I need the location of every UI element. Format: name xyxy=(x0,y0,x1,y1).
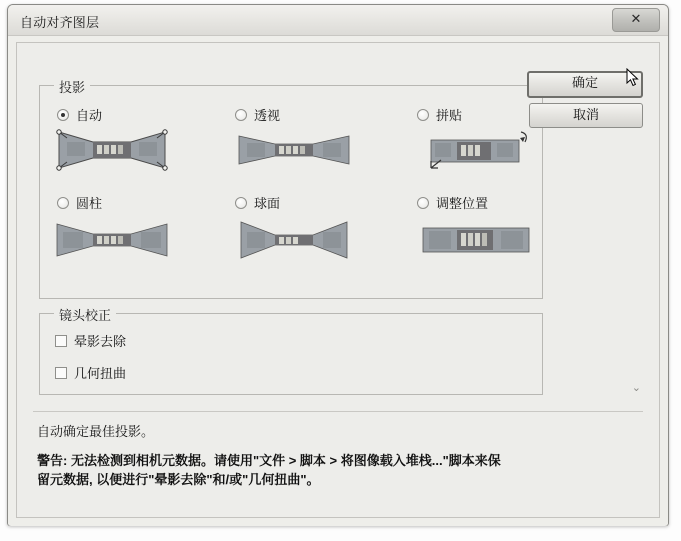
radio-option-auto[interactable] xyxy=(57,105,102,124)
checkbox-label-geometric-distortion: 几何扭曲 xyxy=(74,366,127,381)
title-bar[interactable] xyxy=(8,5,668,36)
divider xyxy=(33,411,643,412)
checkbox-icon xyxy=(55,367,67,379)
radio-option-cylindrical[interactable] xyxy=(57,193,102,212)
auto-align-layers-dialog xyxy=(7,4,669,526)
radio-option-perspective[interactable] xyxy=(235,105,280,124)
lens-group-title: 镜头校正 xyxy=(54,305,116,324)
dialog-content xyxy=(8,36,668,526)
checkbox-icon xyxy=(55,335,67,347)
radio-dot-icon xyxy=(57,109,69,121)
radio-dot-icon xyxy=(235,197,247,209)
radio-option-reposition[interactable] xyxy=(417,193,488,212)
thumbnail-spherical[interactable] xyxy=(235,218,353,262)
radio-option-spherical[interactable] xyxy=(235,193,280,212)
checkbox-label-vignette-removal: 晕影去除 xyxy=(74,334,127,349)
radio-label-collage: 拼贴 xyxy=(436,108,463,123)
radio-label-spherical: 球面 xyxy=(254,196,281,211)
warning-text: 警告: 无法检测到相机元数据。请使用"文件 > 脚本 > 将图像载入堆栈..."脚本来保留元数据, 以便进行"晕影去除"和/或"几何扭曲"。 xyxy=(37,453,501,487)
thumbnail-perspective[interactable] xyxy=(235,128,353,172)
radio-dot-icon xyxy=(57,197,69,209)
lens-correction-group xyxy=(39,308,543,395)
radio-label-auto: 自动 xyxy=(76,108,103,123)
radio-label-perspective: 透视 xyxy=(254,108,281,123)
dialog-panel xyxy=(16,42,660,518)
checkbox-vignette-removal[interactable] xyxy=(55,331,126,350)
radio-dot-icon xyxy=(417,197,429,209)
checkbox-geometric-distortion[interactable] xyxy=(55,363,126,382)
radio-label-reposition: 调整位置 xyxy=(436,196,489,211)
window-title: 自动对齐图层 xyxy=(20,15,100,30)
thumbnail-auto[interactable] xyxy=(53,128,171,172)
radio-label-cylindrical: 圆柱 xyxy=(76,196,103,211)
radio-option-collage[interactable] xyxy=(417,105,462,124)
close-icon[interactable]: ✕ xyxy=(612,8,660,32)
description-text: 自动确定最佳投影。 xyxy=(37,424,155,439)
thumbnail-cylindrical[interactable] xyxy=(53,218,171,262)
radio-dot-icon xyxy=(235,109,247,121)
cancel-button[interactable]: 取消 xyxy=(529,103,643,128)
thumbnail-collage[interactable] xyxy=(417,128,535,172)
thumbnail-reposition[interactable] xyxy=(417,218,535,262)
resize-grip-icon: ⌄ xyxy=(631,382,641,394)
projection-group xyxy=(39,80,543,299)
radio-dot-icon xyxy=(417,109,429,121)
projection-group-title: 投影 xyxy=(54,77,90,96)
ok-button[interactable]: 确定 xyxy=(527,71,643,98)
